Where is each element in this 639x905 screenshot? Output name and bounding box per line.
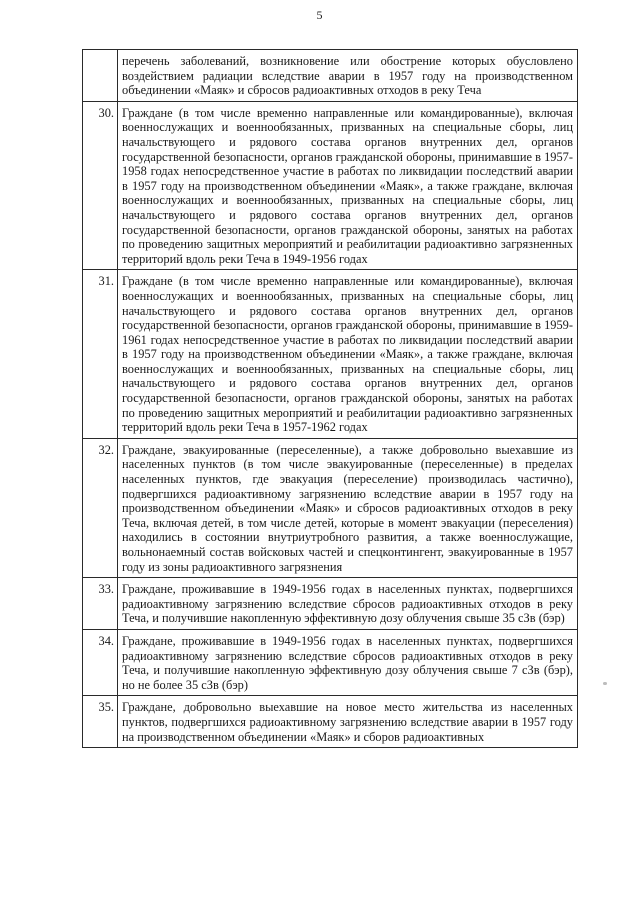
row-number (83, 50, 118, 102)
table-row (83, 438, 578, 577)
row-number: 33. (83, 578, 118, 630)
table-row (83, 50, 578, 102)
row-text: Граждане, эвакуированные (переселенные), а также добровольно выехавшие из населенных пунктов (в том числе эвакуированные (переселенные) в пределах населенных пунктов, где эвакуация (переселение) производилась частично), подвергшихся радиоактивному загрязнению вследствие аварии в 1957 году на производственном объединении «Маяк» и сбросов радиоактивных отходов в реку Теча, включая детей, в том числе детей, которые в момент эвакуации (переселения) находились в состоянии внутриутробного развития, а также военнослужащие, вольнонаемный состав войсковых частей и спецконтингент, эвакуированные в 1957 году из зоны радиоактивного загрязнения (118, 438, 578, 577)
table-row (83, 101, 578, 270)
table-row (83, 270, 578, 439)
row-number: 30. (83, 101, 118, 270)
page-number: 5 (316, 8, 323, 22)
scan-speck (603, 682, 607, 685)
table-row (83, 578, 578, 630)
document-table (82, 49, 578, 748)
row-text: Граждане, проживавшие в 1949-1956 годах в населенных пунктах, подвергшихся радиоактивному загрязнению вследствие сбросов радиоактивных отходов в реку Теча, и получившие накопленную эффективную дозу облучения свыше 7 сЗв (бэр), но не более 35 сЗв (бэр) (118, 629, 578, 695)
row-number: 35. (83, 696, 118, 748)
table-row (83, 696, 578, 748)
row-text: перечень заболеваний, возникновение или обострение которых обусловлено воздействием радиации вследствие аварии в 1957 году на производственном объединении «Маяк» и сбросов радиоактивных отходов в реку Теча (118, 50, 578, 102)
row-number: 34. (83, 629, 118, 695)
row-text: Граждане (в том числе временно направленные или командированные), включая военнослужащих и военнообязанных, призванных на специальные сборы, лиц начальствующего и рядового состава органов внутренних дел, органов государственной безопасности, органов гражданской обороны, принимавшие в 1957-1958 годах непосредственное участие в работах по ликвидации последствий аварии в 1957 году на производственном объединении «Маяк», а также граждане, включая военнослужащих и военнообязанных, призванных на специальные сборы, лиц начальствующего и рядового состава органов внутренних дел, органов государственной безопасности, органов гражданской обороны, занятых на работах по проведению защитных мероприятий и реабилитации радиоактивно загрязненных территорий вдоль реки Теча в 1949-1956 годах (118, 101, 578, 270)
row-number: 32. (83, 438, 118, 577)
row-text: Граждане (в том числе временно направленные или командированные), включая военнослужащих и военнообязанных, призванных на специальные сборы, лиц начальствующего и рядового состава органов внутренних дел, органов государственной безопасности, органов гражданской обороны, принимавшие в 1959-1961 годах непосредственное участие в работах по ликвидации последствий аварии в 1957 году на производственном объединении «Маяк», а также граждане, включая военнослужащих и военнообязанных, призванных на специальные сборы, лиц начальствующего и рядового состава органов внутренних дел, органов государственной безопасности, органов гражданской обороны, занятых на работах по проведению защитных мероприятий и реабилитации радиоактивно загрязненных территорий вдоль реки Теча в 1957-1962 годах (118, 270, 578, 439)
table-row (83, 629, 578, 695)
row-text: Граждане, добровольно выехавшие на новое место жительства из населенных пунктов, подвергшихся радиоактивному загрязнению вследствие аварии в 1957 году на производственном объединении «Маяк» и сборов радиоактивных (118, 696, 578, 748)
row-text: Граждане, проживавшие в 1949-1956 годах в населенных пунктах, подвергшихся радиоактивному загрязнению вследствие сбросов радиоактивных отходов в реку Теча, и получившие накопленную эффективную дозу облучения свыше 35 сЗв (бэр) (118, 578, 578, 630)
row-number: 31. (83, 270, 118, 439)
